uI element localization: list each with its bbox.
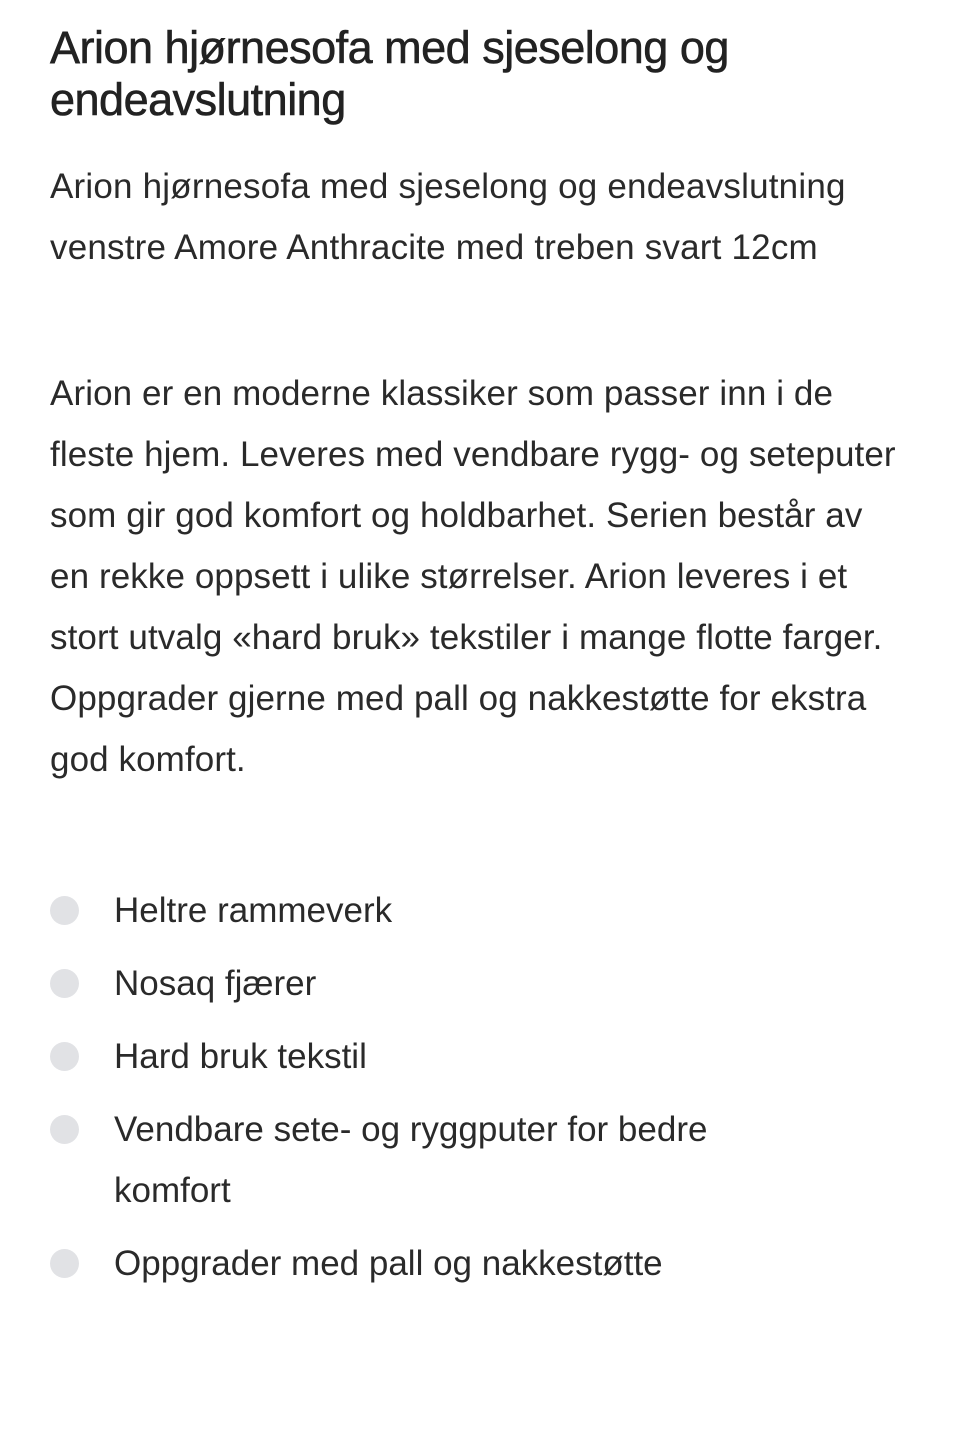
bullet-dot-icon xyxy=(50,1115,79,1144)
feature-list xyxy=(50,880,910,1294)
product-title-line-2: endeavslutning xyxy=(50,74,346,125)
bullet-dot-icon xyxy=(50,896,79,925)
feature-item-springs xyxy=(50,953,910,1014)
bullet-dot-icon xyxy=(50,1249,79,1278)
product-subtitle: Arion hjørnesofa med sjeselong og endeavslutning venstre Amore Anthracite med treben svart 12cm xyxy=(50,167,846,267)
feature-item-upgrade xyxy=(50,1233,910,1294)
feature-item-textile xyxy=(50,1026,910,1087)
product-description: Arion er en moderne klassiker som passer inn i de fleste hjem. Leveres med vendbare rygg- og seteputer som gir god komfort og holdbarhet. Serien består av en rekke oppsett i ulike størrelser. Arion leveres i et stort utvalg «hard bruk» tekstiler i mange flotte farger. Oppgrader gjerne med pall og nakkestøtte for ekstra god komfort. xyxy=(50,374,896,779)
feature-item-frame xyxy=(50,880,910,941)
product-title-line-1: Arion hjørnesofa med sjeselong og xyxy=(50,22,729,73)
feature-label: Oppgrader med pall og nakkestøtte xyxy=(114,1244,663,1283)
feature-label: Hard bruk tekstil xyxy=(114,1037,367,1076)
feature-label: Nosaq fjærer xyxy=(114,964,317,1003)
feature-item-cushions xyxy=(50,1099,910,1221)
feature-label: Heltre rammeverk xyxy=(114,891,393,930)
bullet-dot-icon xyxy=(50,969,79,998)
feature-label: Vendbare sete- og ryggputer for bedre komfort xyxy=(114,1110,708,1210)
product-title xyxy=(50,22,910,126)
bullet-dot-icon xyxy=(50,1042,79,1071)
